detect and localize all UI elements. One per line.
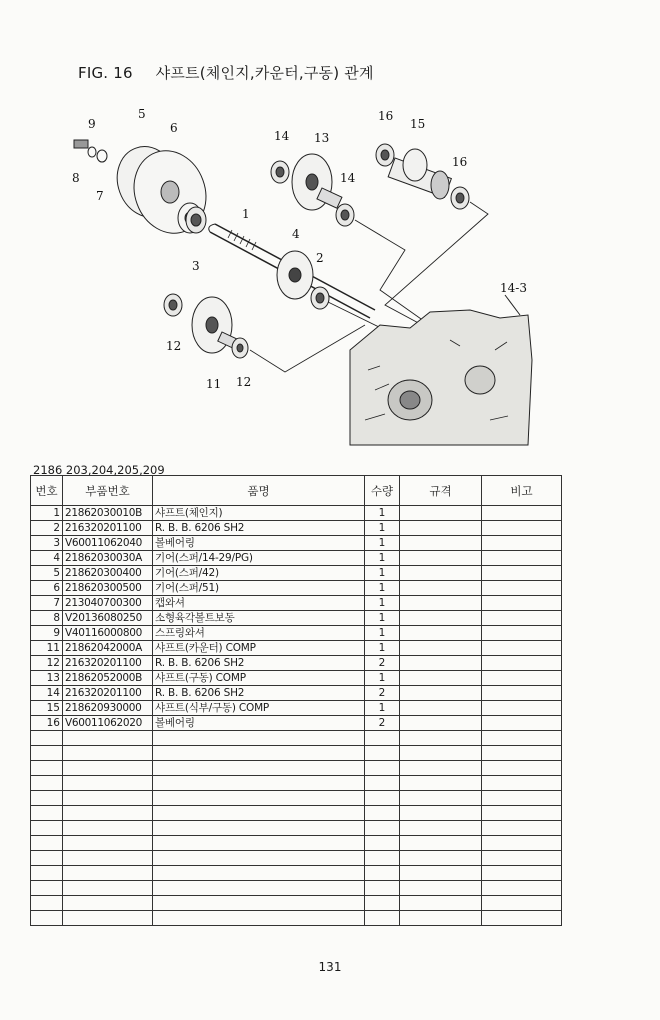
page-number: 131 [318,960,342,974]
label-6: 6 [170,121,178,135]
cell-part-number [63,836,153,851]
table-row [31,656,562,671]
cell-part-name [153,866,365,881]
empty-table-row [31,836,562,851]
label-16-top: 16 [378,109,394,123]
cell-remarks [482,686,562,701]
cell-part-name: 샤프트(식부/구동) COMP [153,701,365,716]
table-row [31,596,562,611]
cell-remarks [482,881,562,896]
cell-part-name: R. B. B. 6206 SH2 [153,521,365,536]
cell-spec [400,821,482,836]
cell-remarks [482,656,562,671]
cell-part-name [153,881,365,896]
cell-quantity [365,761,400,776]
cell-remarks [482,566,562,581]
figure-title [78,62,374,83]
table-row [31,626,562,641]
applicable-models: 2186 203,204,205,209 [33,463,165,477]
cell-part-number [63,806,153,821]
cell-part-number: 218620300500 [63,581,153,596]
cell-part-number [63,821,153,836]
cell-part-number: V20136080250 [63,611,153,626]
cell-part-number: 216320201100 [63,656,153,671]
cell-remarks [482,716,562,731]
empty-table-row [31,731,562,746]
table-row [31,611,562,626]
label-16-right: 16 [452,155,468,169]
table-row [31,686,562,701]
cell-part-name [153,746,365,761]
cell-quantity: 1 [365,701,400,716]
empty-table-row [31,896,562,911]
cell-spec [400,536,482,551]
cell-part-number: 218620300400 [63,566,153,581]
cell-quantity: 1 [365,611,400,626]
cell-part-name: 샤프트(체인지) [153,506,365,521]
cell-quantity [365,806,400,821]
label-14-right: 14 [340,171,356,185]
cell-number: 15 [31,701,63,716]
cell-spec [400,566,482,581]
cell-quantity: 1 [365,626,400,641]
cell-number: 14 [31,686,63,701]
cell-part-number [63,866,153,881]
parts-table [30,475,562,926]
cell-part-number: V60011062020 [63,716,153,731]
cell-spec [400,596,482,611]
label-15: 15 [410,117,426,131]
label-1: 1 [242,207,250,221]
cell-number: 2 [31,521,63,536]
cell-spec [400,836,482,851]
empty-table-row [31,791,562,806]
header-number: 번호 [31,476,63,506]
header-part-number: 부품번호 [63,476,153,506]
cell-quantity [365,851,400,866]
table-row [31,671,562,686]
cell-quantity: 1 [365,521,400,536]
cell-remarks [482,551,562,566]
cell-part-name [153,806,365,821]
cell-spec [400,701,482,716]
cell-remarks [482,701,562,716]
cell-spec [400,776,482,791]
cell-remarks [482,626,562,641]
cell-spec [400,866,482,881]
cell-part-number: 21862030010B [63,506,153,521]
cell-quantity [365,821,400,836]
empty-table-row [31,776,562,791]
cell-part-name: 소형육각볼트보동 [153,611,365,626]
empty-table-row [31,761,562,776]
cell-number [31,776,63,791]
label-12-right: 12 [236,375,252,389]
cell-remarks [482,851,562,866]
cell-spec [400,806,482,821]
cell-remarks [482,836,562,851]
cell-number [31,821,63,836]
cell-part-name [153,836,365,851]
cell-remarks [482,671,562,686]
table-header-row [31,476,562,506]
cell-quantity [365,776,400,791]
cell-spec [400,581,482,596]
cell-quantity [365,731,400,746]
cell-spec [400,881,482,896]
cell-number: 7 [31,596,63,611]
cell-spec [400,626,482,641]
bolt-washer-part [74,140,107,162]
cell-part-name: 기어(스퍼/51) [153,581,365,596]
cell-part-name: R. B. B. 6206 SH2 [153,686,365,701]
cell-spec [400,611,482,626]
cell-part-number [63,761,153,776]
cell-part-name [153,896,365,911]
cell-number: 1 [31,506,63,521]
cell-number: 16 [31,716,63,731]
cell-remarks [482,596,562,611]
cell-part-name: 샤프트(구동) COMP [153,671,365,686]
cell-part-number: 21862042000A [63,641,153,656]
label-9: 9 [88,117,96,131]
cell-part-number [63,911,153,926]
cell-number [31,791,63,806]
empty-table-row [31,881,562,896]
table-row [31,701,562,716]
cell-part-number [63,896,153,911]
cell-spec [400,671,482,686]
cell-part-number: 216320201100 [63,686,153,701]
cell-quantity [365,866,400,881]
cell-number [31,731,63,746]
cell-spec [400,506,482,521]
cell-quantity: 2 [365,716,400,731]
cell-remarks [482,791,562,806]
shaft-part-15 [376,144,469,209]
cell-quantity: 1 [365,551,400,566]
label-13: 13 [314,131,330,145]
cell-number: 3 [31,536,63,551]
cell-number: 11 [31,641,63,656]
cell-number [31,866,63,881]
cell-quantity: 1 [365,596,400,611]
cell-quantity: 1 [365,506,400,521]
cell-part-name: 볼베어링 [153,716,365,731]
cell-spec [400,641,482,656]
table-row [31,716,562,731]
cell-spec [400,791,482,806]
table-row [31,581,562,596]
cell-part-name: 캡와셔 [153,596,365,611]
cell-quantity: 1 [365,566,400,581]
cell-remarks [482,731,562,746]
cell-quantity [365,791,400,806]
cell-part-number: V60011062040 [63,536,153,551]
cell-number [31,836,63,851]
cell-number [31,881,63,896]
cell-quantity [365,746,400,761]
table-row [31,506,562,521]
cell-quantity [365,896,400,911]
cell-part-number: V40116000800 [63,626,153,641]
empty-table-row [31,866,562,881]
cell-part-number: 21862052000B [63,671,153,686]
header-part-name: 품명 [153,476,365,506]
cell-number [31,746,63,761]
cell-remarks [482,866,562,881]
table-row [31,566,562,581]
cell-remarks [482,746,562,761]
cell-quantity: 1 [365,581,400,596]
cell-part-number: 218620930000 [63,701,153,716]
empty-table-row [31,821,562,836]
cell-part-name: R. B. B. 6206 SH2 [153,656,365,671]
cell-part-name [153,851,365,866]
cell-part-name: 볼베어링 [153,536,365,551]
cell-part-name [153,821,365,836]
cell-spec [400,686,482,701]
header-remarks: 비고 [482,476,562,506]
cell-number: 13 [31,671,63,686]
cell-spec [400,761,482,776]
cell-remarks [482,611,562,626]
cell-spec [400,521,482,536]
cell-part-number [63,791,153,806]
cell-number [31,806,63,821]
cell-remarks [482,506,562,521]
cell-remarks [482,581,562,596]
cell-quantity: 1 [365,641,400,656]
cell-remarks [482,761,562,776]
cell-part-name [153,911,365,926]
cell-number: 9 [31,626,63,641]
cell-number [31,851,63,866]
cell-spec [400,896,482,911]
cell-quantity: 2 [365,686,400,701]
cell-number: 8 [31,611,63,626]
cell-part-number: 213040700300 [63,596,153,611]
label-12-left: 12 [166,339,182,353]
empty-table-row [31,851,562,866]
label-14-3: 14-3 [500,281,527,295]
cell-remarks [482,896,562,911]
header-quantity: 수량 [365,476,400,506]
table-row [31,521,562,536]
cell-quantity: 1 [365,671,400,686]
bearing-part-2 [311,287,329,309]
label-11: 11 [206,377,222,391]
label-2: 2 [316,251,324,265]
cell-part-name [153,776,365,791]
cell-part-name [153,731,365,746]
table-row [31,536,562,551]
cell-part-number [63,746,153,761]
drive-shaft-part-13 [271,154,354,226]
cell-part-name: 샤프트(카운터) COMP [153,641,365,656]
cell-spec [400,716,482,731]
cell-part-name: 스프링와셔 [153,626,365,641]
cell-spec [400,746,482,761]
cell-quantity: 2 [365,656,400,671]
cell-remarks [482,821,562,836]
figure-caption: 샤프트(체인지,카운터,구동) 관계 [155,64,374,82]
cell-number: 6 [31,581,63,596]
cell-remarks [482,536,562,551]
cell-remarks [482,776,562,791]
transmission-housing [350,295,532,445]
label-5: 5 [138,107,146,121]
cell-part-number: 21862030030A [63,551,153,566]
cell-quantity [365,881,400,896]
label-3: 3 [192,259,200,273]
empty-table-row [31,806,562,821]
cell-part-number [63,851,153,866]
cell-number: 5 [31,566,63,581]
cell-part-name: 기어(스퍼/14-29/PG) [153,551,365,566]
cell-part-name: 기어(스퍼/42) [153,566,365,581]
cell-remarks [482,911,562,926]
gear-part-4 [277,251,313,299]
cell-part-number: 216320201100 [63,521,153,536]
empty-table-row [31,911,562,926]
table-row [31,641,562,656]
cell-spec [400,851,482,866]
cell-spec [400,551,482,566]
cell-quantity: 1 [365,536,400,551]
figure-number: FIG. 16 [78,64,133,82]
cell-remarks [482,806,562,821]
cell-quantity [365,911,400,926]
cell-remarks [482,641,562,656]
cell-part-name [153,791,365,806]
exploded-parts-diagram [50,100,540,450]
label-4: 4 [292,227,300,241]
cell-part-name [153,761,365,776]
label-8: 8 [72,171,80,185]
cell-number: 4 [31,551,63,566]
table-row [31,551,562,566]
cell-number [31,761,63,776]
cell-spec [400,656,482,671]
label-7: 7 [96,189,104,203]
label-14-top: 14 [274,129,290,143]
cell-number: 12 [31,656,63,671]
bearing-part-3 [186,207,206,233]
cell-quantity [365,836,400,851]
header-spec: 규격 [400,476,482,506]
empty-table-row [31,746,562,761]
cell-part-number [63,731,153,746]
cell-spec [400,911,482,926]
cell-number [31,911,63,926]
cell-number [31,896,63,911]
cell-part-number [63,776,153,791]
cell-part-number [63,881,153,896]
cell-spec [400,731,482,746]
cell-remarks [482,521,562,536]
